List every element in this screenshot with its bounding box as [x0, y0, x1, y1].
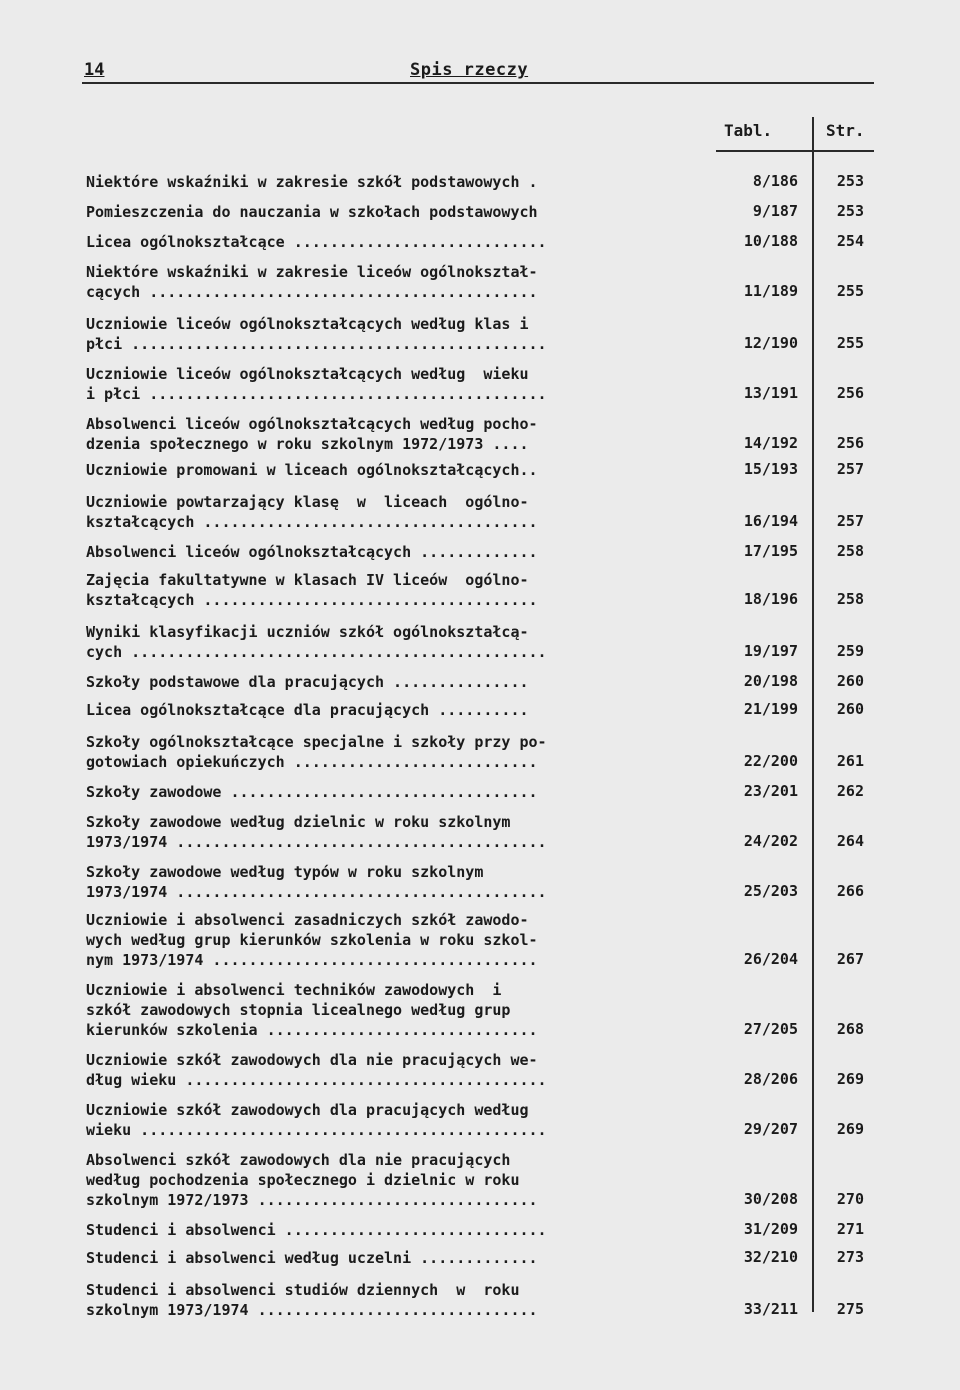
entry-str: 253	[836, 202, 864, 220]
toc-entry	[86, 172, 876, 192]
entry-str: 257	[836, 512, 864, 530]
entry-title: Zajęcia fakultatywne w klasach IV liceów ogólno- kształcących .....................................	[86, 571, 538, 609]
entry-str: 271	[836, 1220, 864, 1238]
toc-entry	[86, 1050, 876, 1090]
entry-str: 253	[836, 172, 864, 190]
entry-title: Uczniowie liceów ogólnokształcących według klas i płci ..............................................	[86, 315, 547, 353]
entry-tabl: 33/211	[743, 1300, 798, 1318]
entry-title: Licea ogólnokształcące ............................	[86, 233, 547, 251]
toc-entry	[86, 812, 876, 852]
toc-entry	[86, 1150, 876, 1210]
entry-str: 256	[836, 434, 864, 452]
entry-str: 260	[836, 672, 864, 690]
toc-entry	[86, 980, 876, 1040]
entry-str: 273	[836, 1248, 864, 1266]
entry-tabl: 30/208	[743, 1190, 798, 1208]
entry-str: 255	[836, 334, 864, 352]
entry-title: Uczniowie szkół zawodowych dla nie pracujących we- dług wieku ........................................	[86, 1051, 547, 1089]
entry-tabl: 27/205	[743, 1020, 798, 1038]
entry-str: 269	[836, 1070, 864, 1088]
entry-title: Uczniowie powtarzający klasę w liceach ogólno- kształcących .....................................	[86, 493, 538, 531]
entry-str: 258	[836, 542, 864, 560]
toc-entry	[86, 672, 876, 692]
entry-tabl: 10/188	[743, 232, 798, 250]
entry-tabl: 14/192	[743, 434, 798, 452]
toc-entry	[86, 570, 876, 610]
page-number: 14	[84, 60, 105, 80]
entry-tabl: 16/194	[743, 512, 798, 530]
toc-entry	[86, 492, 876, 532]
column-header-tabl: Tabl.	[724, 121, 773, 140]
entry-title: Absolwenci liceów ogólnokształcących .............	[86, 543, 538, 561]
entry-str: 270	[836, 1190, 864, 1208]
entry-tabl: 29/207	[743, 1120, 798, 1138]
entry-str: 260	[836, 700, 864, 718]
entry-tabl: 9/187	[752, 202, 798, 220]
toc-entry	[86, 732, 876, 772]
entry-title: Studenci i absolwenci studiów dziennych w roku szkolnym 1973/1974 ...............................	[86, 1281, 538, 1319]
entry-title: Uczniowie i absolwenci zasadniczych szkół zawodo- wych według grup kierunków szkolenia w roku szkol- nym 1973/1974 ....................................	[86, 911, 538, 969]
entry-tabl: 12/190	[743, 334, 798, 352]
entry-title: Wyniki klasyfikacji uczniów szkół ogólnokształcą- cych ..............................................	[86, 623, 547, 661]
entry-str: 264	[836, 832, 864, 850]
toc-entry	[86, 414, 876, 454]
entry-title: Uczniowie promowani w liceach ogólnokształcących..	[86, 461, 538, 479]
entry-title: Szkoły podstawowe dla pracujących ...............	[86, 673, 529, 691]
entry-tabl: 17/195	[743, 542, 798, 560]
entry-title: Uczniowie i absolwenci techników zawodowych i szkół zawodowych stopnia licealnego według grup kierunków szkolenia ..............................	[86, 981, 538, 1039]
entry-tabl: 11/189	[743, 282, 798, 300]
toc-entry	[86, 782, 876, 802]
entry-tabl: 15/193	[743, 460, 798, 478]
toc-entry	[86, 232, 876, 252]
entry-tabl: 8/186	[752, 172, 798, 190]
entry-title: Szkoły ogólnokształcące specjalne i szkoły przy po- gotowiach opiekuńczych ...........................	[86, 733, 547, 771]
entry-tabl: 24/202	[743, 832, 798, 850]
entry-str: 258	[836, 590, 864, 608]
toc-entry	[86, 364, 876, 404]
entry-title: Pomieszczenia do nauczania w szkołach podstawowych	[86, 203, 538, 221]
entry-str: 266	[836, 882, 864, 900]
entry-title: Szkoły zawodowe według dzielnic w roku szkolnym 1973/1974 .........................................	[86, 813, 547, 851]
entry-title: Szkoły zawodowe ..................................	[86, 783, 538, 801]
toc-entry	[86, 202, 876, 222]
entry-title: Uczniowie szkół zawodowych dla pracujących według wieku .............................................	[86, 1101, 547, 1139]
entry-str: 259	[836, 642, 864, 660]
toc-entry	[86, 1100, 876, 1140]
entry-tabl: 28/206	[743, 1070, 798, 1088]
entry-tabl: 32/210	[743, 1248, 798, 1266]
toc-entry	[86, 314, 876, 354]
entry-str: 261	[836, 752, 864, 770]
entry-str: 268	[836, 1020, 864, 1038]
entry-str: 256	[836, 384, 864, 402]
entry-tabl: 23/201	[743, 782, 798, 800]
entry-tabl: 21/199	[743, 700, 798, 718]
toc-entry	[86, 542, 876, 562]
entry-title: Absolwenci liceów ogólnokształcących według pocho- dzenia społecznego w roku szkolnym 1972/1973 ....	[86, 415, 538, 453]
entry-tabl: 13/191	[743, 384, 798, 402]
entry-str: 255	[836, 282, 864, 300]
toc-entry	[86, 622, 876, 662]
entry-title: Studenci i absolwenci według uczelni .............	[86, 1249, 538, 1267]
page-title: Spis rzeczy	[410, 60, 529, 80]
toc-entry	[86, 862, 876, 902]
toc-entry	[86, 1280, 876, 1320]
entry-str: 254	[836, 232, 864, 250]
entry-title: Absolwenci szkół zawodowych dla nie pracujących według pochodzenia społecznego i dzielnic w roku szkolnym 1972/1973 ...............................	[86, 1151, 538, 1209]
entry-title: Niektóre wskaźniki w zakresie liceów ogólnokształ- cących ...........................................	[86, 263, 538, 301]
toc-entry	[86, 460, 876, 480]
toc-entry	[86, 262, 876, 302]
toc-entry	[86, 1248, 876, 1268]
entry-tabl: 25/203	[743, 882, 798, 900]
toc-entry	[86, 700, 876, 720]
entry-title: Szkoły zawodowe według typów w roku szkolnym 1973/1974 .........................................	[86, 863, 547, 901]
entry-str: 267	[836, 950, 864, 968]
entry-str: 269	[836, 1120, 864, 1138]
entry-str: 262	[836, 782, 864, 800]
column-header-str: Str.	[826, 121, 865, 140]
entry-tabl: 22/200	[743, 752, 798, 770]
entry-tabl: 26/204	[743, 950, 798, 968]
toc-entry	[86, 910, 876, 970]
toc-entry	[86, 1220, 876, 1240]
entry-tabl: 31/209	[743, 1220, 798, 1238]
entry-title: Niektóre wskaźniki w zakresie szkół podstawowych .	[86, 173, 538, 191]
entry-title: Studenci i absolwenci .............................	[86, 1221, 547, 1239]
entry-str: 257	[836, 460, 864, 478]
entry-str: 275	[836, 1300, 864, 1318]
entry-tabl: 19/197	[743, 642, 798, 660]
entry-title: Uczniowie liceów ogólnokształcących według wieku i płci ............................................	[86, 365, 547, 403]
entry-tabl: 20/198	[743, 672, 798, 690]
entry-tabl: 18/196	[743, 590, 798, 608]
entry-title: Licea ogólnokształcące dla pracujących ..........	[86, 701, 529, 719]
